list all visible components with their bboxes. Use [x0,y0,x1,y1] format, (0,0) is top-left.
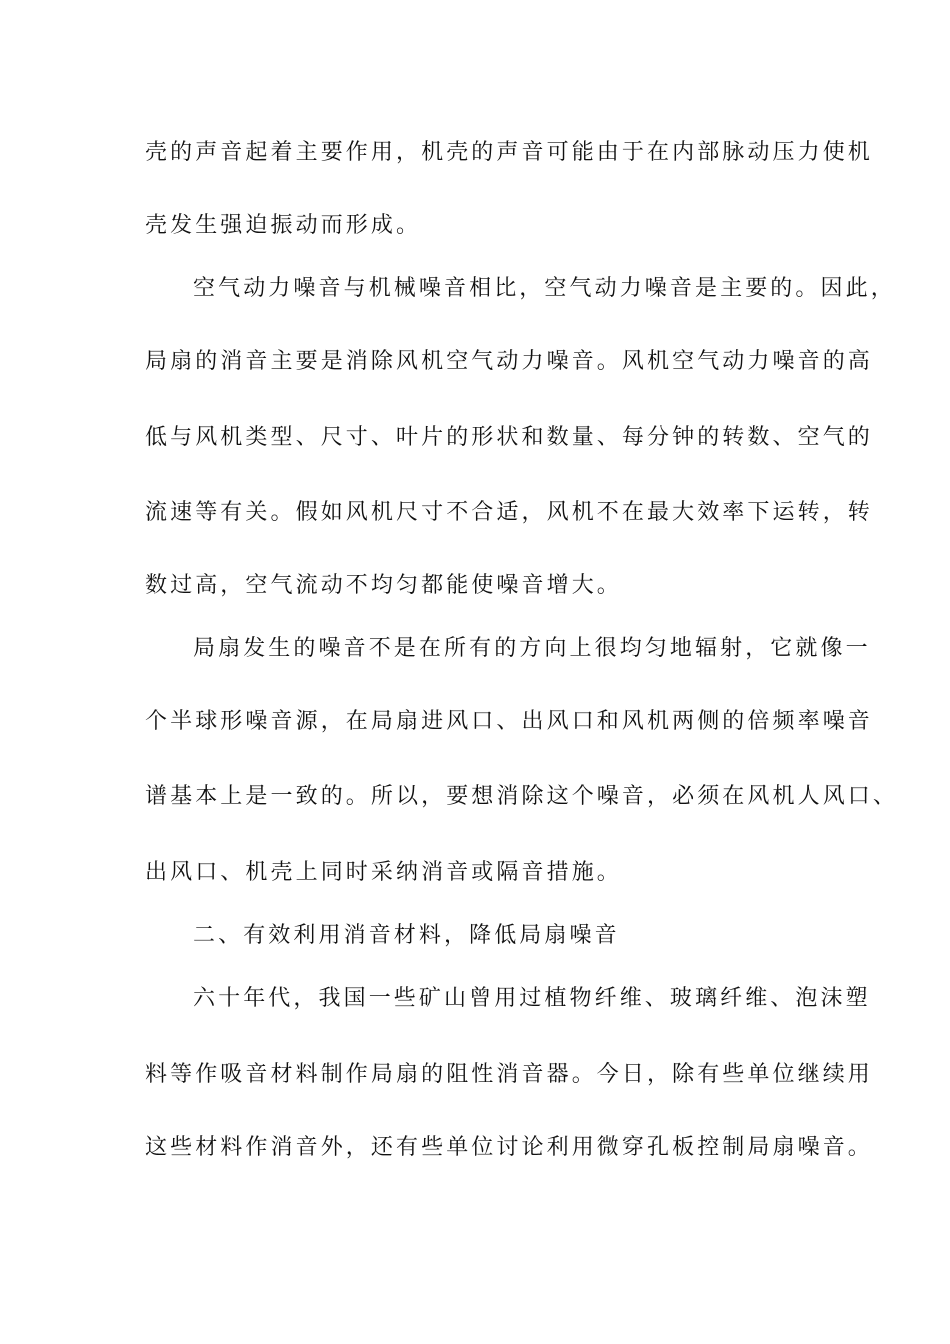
text-line-11: 出风口、机壳上同时采纳消音或隔音措施。 [145,860,622,885]
text-line-8: 局扇发生的噪音不是在所有的方向上很均匀地辐射，它就像一 [193,636,871,661]
text-line-5: 低与风机类型、尺寸、叶片的形状和数量、每分钟的转数、空气的 [145,425,873,450]
text-line-2: 壳发生强迫振动而形成。 [145,213,422,238]
text-line-6: 流速等有关。假如风机尺寸不合适，风机不在最大效率下运转，转 [145,500,873,525]
text-line-7: 数过高，空气流动不均匀都能使噪音增大。 [145,573,622,598]
text-line-13: 六十年代，我国一些矿山曾用过植物纤维、玻璃纤维、泡沫塑 [193,986,871,1011]
text-line-15: 这些材料作消音外，还有些单位讨论利用微穿孔板控制局扇噪音。 [145,1135,873,1160]
text-line-4: 局扇的消音主要是消除风机空气动力噪音。风机空气动力噪音的高 [145,349,873,374]
section-heading: 二、有效利用消音材料，降低局扇噪音 [193,923,620,948]
text-line-14: 料等作吸音材料制作局扇的阻性消音器。今日，除有些单位继续用 [145,1062,873,1087]
text-line-1: 壳的声音起着主要作用，机壳的声音可能由于在内部脉动压力使机 [145,140,873,165]
text-line-10: 谱基本上是一致的。所以，要想消除这个噪音，必须在风机人风口、 [145,784,899,809]
text-line-9: 个半球形噪音源，在局扇进风口、出风口和风机两侧的倍频率噪音 [145,709,873,734]
text-line-3: 空气动力噪音与机械噪音相比，空气动力噪音是主要的。因此， [193,276,896,301]
